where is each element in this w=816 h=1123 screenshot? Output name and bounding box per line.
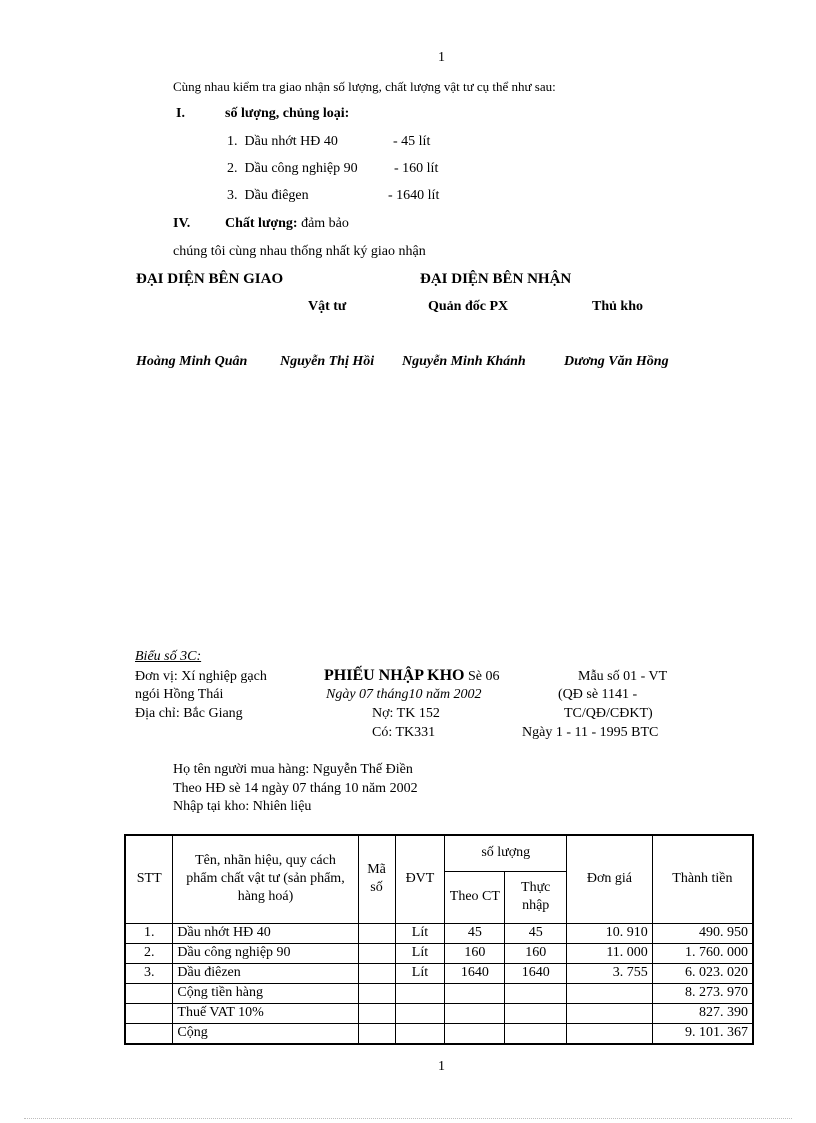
cell-empty: [505, 1023, 567, 1044]
header-actual: Thực nhập: [505, 871, 567, 923]
form-number-label: Biểu số 3C:: [135, 649, 202, 664]
header-item-name: Tên, nhãn hiệu, quy cách phẩm chất vật tư (sản phẩm, hàng hoá): [173, 835, 358, 923]
header-unit-price: Đơn giá: [567, 835, 653, 923]
cell-empty: [125, 1023, 173, 1044]
cell-per-document: 45: [445, 923, 505, 943]
list-item: [227, 161, 358, 177]
unit-name-line1: Đơn vị: Xí nghiệp gạch: [135, 669, 267, 684]
summary-row-total: [125, 1023, 753, 1044]
cell-code: [358, 963, 395, 983]
item-qty: - 45 lít: [393, 134, 431, 149]
table-row: [125, 963, 753, 983]
section1-title: số lượng, chủng loại:: [225, 106, 350, 121]
page-bottom-divider: [24, 1118, 792, 1119]
signature-name: Hoàng Minh Quân: [136, 354, 248, 369]
cell-unit: Lít: [395, 943, 445, 963]
form-title-line: [324, 667, 499, 685]
template-number: Mẫu số 01 - VT: [578, 669, 668, 684]
vat-value: 827. 390: [652, 1003, 753, 1023]
table-row: [125, 943, 753, 963]
unit-address: Địa chỉ: Bắc Giang: [135, 706, 243, 721]
header-amount: Thành tiền: [652, 835, 753, 923]
form-date: Ngày 07 tháng10 năm 2002: [326, 687, 482, 702]
buyer-name: Họ tên người mua hàng: Nguyễn Thế Điền: [173, 762, 413, 777]
total-value: 9. 101. 367: [652, 1023, 753, 1044]
form-title: PHIẾU NHẬP KHO: [324, 667, 465, 684]
cell-per-document: 1640: [445, 963, 505, 983]
total-label: Cộng: [173, 1023, 358, 1044]
cell-name: Dầu nhớt HĐ 40: [173, 923, 358, 943]
item-name: Dầu công nghiệp 90: [244, 161, 358, 176]
intro-text: Cùng nhau kiểm tra giao nhận số lượng, chất lượng vật tư cụ thể như sau:: [173, 79, 556, 94]
header-unit: ĐVT: [395, 835, 445, 923]
cell-empty: [395, 1023, 445, 1044]
item-qty: - 1640 lít: [388, 188, 440, 203]
section4-line: [225, 216, 349, 232]
cell-empty: [445, 1003, 505, 1023]
cell-empty: [567, 1023, 653, 1044]
section4-value: đảm bảo: [301, 216, 349, 231]
cell-code: [358, 923, 395, 943]
signature-name: Nguyễn Minh Khánh: [402, 354, 526, 369]
cell-empty: [445, 1023, 505, 1044]
cell-empty: [358, 983, 395, 1003]
header-code: Mã số: [358, 835, 395, 923]
list-item: [227, 134, 338, 150]
cell-unit: Lít: [395, 963, 445, 983]
item-number: 2.: [227, 161, 238, 176]
cell-unit-price: 10. 910: [567, 923, 653, 943]
cell-per-document: 160: [445, 943, 505, 963]
subtotal-value: 8. 273. 970: [652, 983, 753, 1003]
cell-empty: [358, 1003, 395, 1023]
form-serial: Sè 06: [467, 669, 500, 684]
item-name: Dầu nhớt HĐ 40: [244, 134, 338, 149]
warehouse-info: Nhập tại kho: Nhiên liệu: [173, 799, 312, 814]
cell-empty: [567, 1003, 653, 1023]
section4-title: Chất lượng:: [225, 216, 298, 231]
table-row: [125, 923, 753, 943]
summary-row-vat: [125, 1003, 753, 1023]
cell-empty: [505, 1003, 567, 1023]
decision-line2: TC/QĐ/CĐKT): [564, 706, 653, 721]
cell-stt: 1.: [125, 923, 173, 943]
unit-name-line2: ngói Hồng Thái: [135, 687, 224, 702]
cell-amount: 490. 950: [652, 923, 753, 943]
item-number: 1.: [227, 134, 238, 149]
page-number-bottom: 1: [438, 1059, 445, 1074]
subtotal-label: Cộng tiền hàng: [173, 983, 358, 1003]
signature-name: Dương Văn Hồng: [564, 354, 669, 369]
section4-numeral: IV.: [173, 216, 191, 231]
cell-code: [358, 943, 395, 963]
list-item: [227, 188, 309, 204]
signature-name: Nguyễn Thị Hồi: [280, 354, 375, 369]
cell-stt: 2.: [125, 943, 173, 963]
decision-line1: (QĐ sè 1141 -: [558, 687, 638, 702]
cell-empty: [395, 983, 445, 1003]
cell-stt: 3.: [125, 963, 173, 983]
item-number: 3.: [227, 188, 238, 203]
vat-label: Thuế VAT 10%: [173, 1003, 358, 1023]
decision-line3: Ngày 1 - 11 - 1995 BTC: [522, 725, 659, 740]
cell-empty: [567, 983, 653, 1003]
cell-unit-price: 11. 000: [567, 943, 653, 963]
cell-name: Dầu điêzen: [173, 963, 358, 983]
cell-actual: 160: [505, 943, 567, 963]
agreement-text: chúng tôi cùng nhau thống nhất ký giao nhận: [173, 244, 426, 259]
section1-numeral: I.: [176, 106, 185, 121]
receipt-table: [124, 834, 754, 1045]
header-per-document: Theo CT: [445, 871, 505, 923]
header-stt: STT: [125, 835, 173, 923]
role-vat-tu: Vật tư: [308, 299, 347, 314]
cell-empty: [125, 983, 173, 1003]
role-thu-kho: Thủ kho: [592, 299, 643, 314]
page-number-top: 1: [438, 50, 445, 65]
cell-empty: [505, 983, 567, 1003]
cell-empty: [395, 1003, 445, 1023]
cell-name: Dầu công nghiệp 90: [173, 943, 358, 963]
contract-info: Theo HĐ sè 14 ngày 07 tháng 10 năm 2002: [173, 781, 418, 796]
summary-row-subtotal: [125, 983, 753, 1003]
debit-account: Nợ: TK 152: [372, 706, 440, 721]
cell-empty: [125, 1003, 173, 1023]
cell-actual: 1640: [505, 963, 567, 983]
cell-unit-price: 3. 755: [567, 963, 653, 983]
cell-amount: 6. 023. 020: [652, 963, 753, 983]
cell-unit: Lít: [395, 923, 445, 943]
header-quantity: số lượng: [445, 835, 567, 871]
cell-empty: [445, 983, 505, 1003]
rep-nhan-heading: ĐẠI DIỆN BÊN NHẬN: [420, 271, 572, 287]
cell-actual: 45: [505, 923, 567, 943]
rep-giao-heading: ĐẠI DIỆN BÊN GIAO: [136, 271, 284, 287]
role-quan-doc: Quản đốc PX: [428, 299, 509, 314]
item-name: Dầu điêgen: [244, 188, 309, 203]
item-qty: - 160 lít: [394, 161, 439, 176]
cell-amount: 1. 760. 000: [652, 943, 753, 963]
credit-account: Có: TK331: [372, 725, 436, 740]
cell-empty: [358, 1023, 395, 1044]
